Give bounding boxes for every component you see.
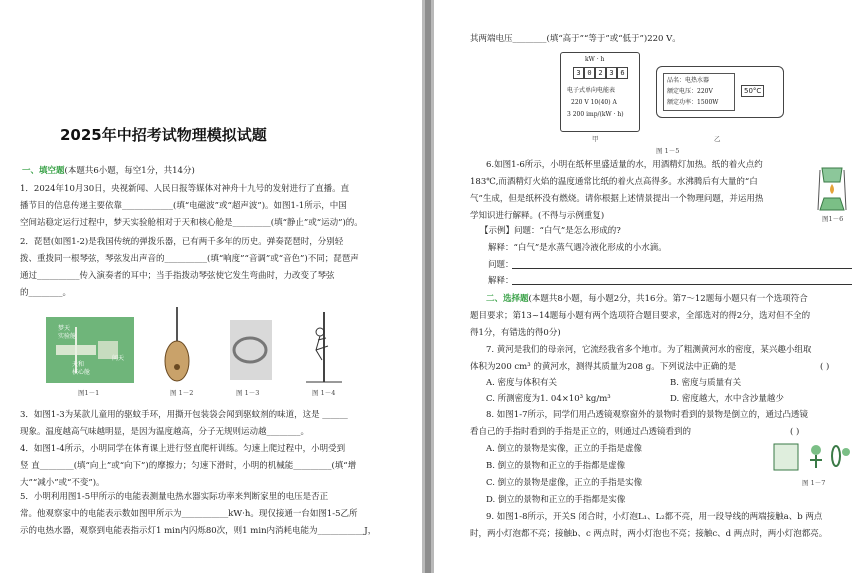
meter-label: 电子式单向电能表 (567, 87, 616, 94)
meter-spec-1: 220 V 10(40) A (571, 99, 617, 106)
left-page (0, 0, 422, 573)
caption-fig-1-6: 图1－6 (822, 215, 844, 223)
caption-fig-1-2: 图 1－2 (170, 389, 194, 397)
section-2-heading: 二、选择题(本题共8小题，每小题2分，共16分。第7～12题每小题只有一个选项符合 题目要求；第13~14题每小题有两个选项符合题目要求，全部选对的得2分，选对但不全的 得1分，有错选的得0分) (470, 294, 811, 338)
question-7: 7. 黄河是我们的母亲河，它流经我省多个地市。为了粗测黄河水的密度，某兴趣小组取 体积为200 cm³ 的黄河水，测得其质量为208 g。下列说法中正确的是 (470, 345, 812, 372)
answer-question-line[interactable] (512, 268, 852, 269)
example-answer: 解释：“白气”是水蒸气遇冷液化形成的小水滴。 (488, 243, 667, 253)
q8-option-a: A. 倒立的景物是实像，正立的手指是虚像 (486, 444, 643, 454)
meter-digit: 3 (606, 67, 617, 79)
question-2: 2．琵琶(如图1-2)是我国传统的弹拨乐器，已有两千多年的历史。弹奏琵琶时，分别轻 拨、重拨同一根琴弦，琴弦发出声音的__________(填“响度”“音调”或“音色”)不同；琵琶声 通过__________传入演奏者的耳中；当手指拨动琴弦使它发生弯曲时，力改变了琴弦 的________。 (20, 237, 359, 298)
q8-option-d: D. 倒立的景物和正立的手指都是实像 (486, 495, 626, 505)
pole-climbing-image (304, 310, 344, 384)
q7-option-d: D. 密度越大，水中含沙量越少 (670, 394, 784, 404)
heater-power: 额定功率：1500W (667, 99, 719, 106)
label-wentian: 问天 (112, 355, 125, 362)
label-mengtian-module: 实验舱 (58, 333, 77, 340)
answer-explanation-line[interactable] (512, 284, 852, 285)
figure-1-1-space-station (46, 317, 134, 383)
q5-continuation: 其两端电压________(填“高于”“等于”或“低于”)220 V。 (470, 34, 681, 44)
q7-option-c: C. 所测密度为1. 04×10³ kg/m³ (486, 394, 611, 404)
caption-fig-1-7: 图 1－7 (802, 479, 826, 487)
question-1: 1．2024年10月30日，央视新闻、人民日报等媒体对神舟十九号的发射进行了直播。直 播节目的信息传递主要依靠____________(填“电磁波”或“超声波”)。如图1-1所示，中国 空间站稳定运行过程中，梦天实验舱相对于天和核心舱是_________(填“静止”或“运动”)的。 (20, 184, 363, 228)
q8-option-b: B. 倒立的景物和正立的手指都是虚像 (486, 461, 626, 471)
meter-digit: 0 (584, 67, 595, 79)
question-8: 8. 如图1-7所示，同学们用凸透镜观察窗外的景物时看到的景物是倒立的，通过凸透镜 看自己的手指时看到的手指是正立的，则通过凸透镜看到的 (470, 410, 809, 437)
example-question: 【示例】问题：“白气”是怎么形成的? (480, 226, 621, 236)
q7-answer-bracket[interactable]: ( ) (820, 362, 830, 372)
label-tianhe: 天和 (72, 361, 85, 368)
heater-voltage: 额定电压：220V (667, 88, 713, 95)
lens-observation-image (772, 438, 854, 474)
question-3: 3．如图1-3为某款儿童用的驱蚊手环，用撕开包装袋会闻到驱蚊剂的味道，这是 ______ 现象。温度越高气味越明显，是因为温度越高，分子无规则运动越________。 (20, 410, 348, 437)
question-4: 4．如图1-4所示，小明同学在体育课上进行竖直爬杆训练。匀速上爬过程中，小明受到 竖 直________(填“向上”或“向下”)的摩擦力；匀速下滑时，小明的机械能_________(填“增 大”“减小”或“不变”)。 (20, 444, 357, 488)
q7-option-a: A. 密度与体积有关 (486, 378, 558, 388)
question-9: 9. 如图1-8所示，开关S 闭合时，小灯泡L₁、L₂都不亮，用一段导线的两端接触a、b 两点 时，两小灯泡都不亮；接触b、c 两点时，两小灯泡也不亮；接触c、d 两点时，两小灯泡都亮。 (470, 512, 828, 539)
caption-heater: 乙 (714, 135, 721, 143)
meter-unit: kW · h (585, 56, 605, 63)
exam-title: 2025年中招考试物理模拟试题 (60, 126, 267, 144)
electric-meter (560, 52, 640, 132)
heater-name: 品名：电热水器 (667, 77, 710, 84)
heater-temperature-display: 50°C (741, 85, 764, 97)
pipa-image (162, 305, 192, 383)
water-heater (656, 66, 784, 118)
label-tianhe-module: 核心舱 (72, 369, 91, 376)
meter-digits (573, 67, 628, 79)
meter-digit: 3 (573, 67, 584, 79)
right-page (434, 0, 860, 573)
answer-explanation-label: 解释： (488, 276, 514, 286)
question-5: 5．小明利用图1-5甲所示的电能表测量电热水器实际功率来判断家里的电压是否正 常。他观察家中的电能表示数如图甲所示为___________kW·h。现仅接通一台如图1-5乙所 示的电热水器，观察到电能表指示灯1 min内闪烁80次，则1 min内消耗电能为___________J， (20, 492, 377, 536)
meter-digit: 2 (595, 67, 606, 79)
caption-fig-1-4: 图 1－4 (312, 389, 336, 397)
answer-question-label: 问题： (488, 260, 514, 270)
scroll-divider[interactable] (425, 0, 431, 573)
page-gutter (422, 0, 434, 573)
caption-fig-1-5: 图 1－5 (656, 147, 680, 155)
q8-option-c: C. 倒立的景物是虚像，正立的手指是实像 (486, 478, 643, 488)
section-1-heading: 一、填空题(本题共6小题，每空1分，共14分) (22, 166, 195, 176)
mosquito-band-image (228, 318, 274, 382)
meter-digit: 6 (617, 67, 628, 79)
question-6: 6.如图1-6所示，小明在纸杯里盛适量的水，用酒精灯加热。纸的着火点约 183℃,而酒精灯火焰的温度通常比纸的着火点高得多。水沸腾后有大量的“白 气”生成，但是纸杯没有燃烧。请你根据上述情景提出一个物理问题，并运用热 学知识进行解释。(不得与示例重复) (470, 160, 764, 221)
label-mengtian: 梦天 (58, 325, 71, 332)
alcohol-lamp-image (814, 162, 850, 214)
caption-meter: 甲 (592, 135, 599, 143)
caption-fig-1-3: 图 1－3 (236, 389, 260, 397)
q7-option-b: B. 密度与质量有关 (670, 378, 742, 388)
caption-fig-1-1: 图1－1 (78, 389, 100, 397)
meter-spec-2: 3 200 imp/(kW · h) (567, 111, 624, 118)
q8-answer-bracket[interactable]: ( ) (790, 427, 800, 437)
